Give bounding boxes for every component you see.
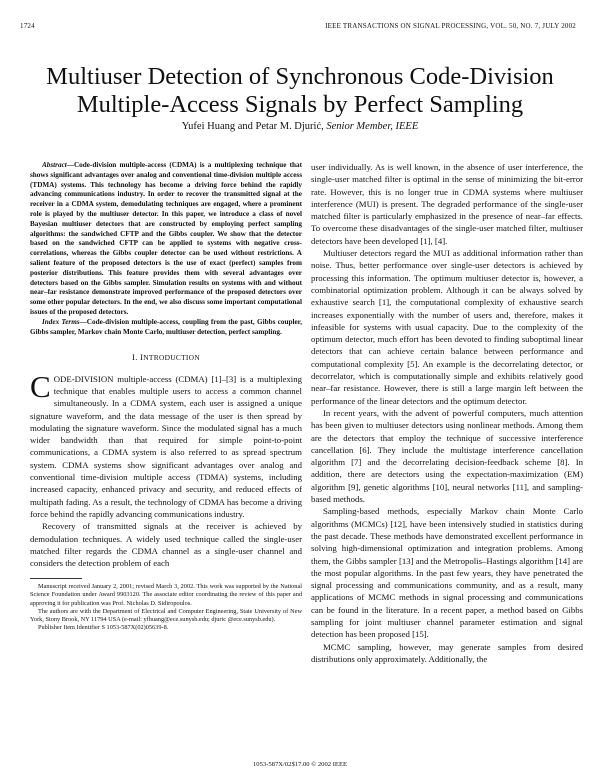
intro-paragraph-2: Recovery of transmitted signals at the receiver is achieved by demodulation techniques. A widely used technique called the single-user matched filter regards the CDMA channel as a single-user channel and considers the detection problem of each (30, 521, 302, 569)
intro-first-word: ODE-DIVISION (53, 373, 114, 384)
section-numeral: I. (132, 352, 138, 363)
running-head: IEEE TRANSACTIONS ON SIGNAL PROCESSING, VOL. 50, NO. 7, JULY 2002 (325, 22, 576, 30)
section-rest: NTRODUCTION (143, 353, 200, 363)
index-terms-label: Index Terms— (42, 317, 87, 326)
page-number: 1724 (20, 22, 35, 30)
abstract (30, 161, 302, 318)
body-paragraph-nonlinear: In recent years, with the advent of powerful computers, much attention has been given to multiuser detectors using nonlinear methods. Among them are the detectors that employ the technique of successive interference cancellation [6]. They include the multistage interference cancellation algorithm [7] and the decorrelating decision-feedback scheme [8]. In addition, there are detectors using the expectation-maximization (EM) algorithm [9], genetic algorithms [10], neural networks [11], and sampling-based methods. (311, 407, 583, 505)
left-column (30, 161, 302, 632)
abstract-label: Abstract— (42, 161, 74, 169)
footnotes (30, 583, 302, 632)
footnote-affiliation: The authors are with the Department of Electrical and Computer Engineering, State University of New York, Stony Brook, NY 11794 USA (e-mail: yfhuang@ece.sunysb.edu; djuric @ece.sunysb.edu). (30, 607, 302, 623)
intro-paragraph-1 (30, 368, 302, 521)
copyright-footer: 1053-587X/02$17.00 © 2002 IEEE (252, 761, 348, 768)
title-line-2: Multiple-Access Signals by Perfect Sampling (76, 91, 524, 118)
right-column (311, 161, 583, 665)
body-paragraph-continuation: user individually. As is well known, in the absence of user interference, the single-user matched filter is optimal in the sense of minimizing the bit-error rate. However, this is no longer true in CDMA systems where multiuser interference (MUI) is present. The degraded performance of the single-user matched filter is particularly emphasized in the presence of near–far effects. To overcome these disadvantages of the single-user matched filter, multiuser detectors have been developed [1], [4]. (311, 162, 583, 246)
index-terms-text: Code-division multiple-access, coupling from the past, Gibbs coupler, Gibbs sampler, Markov chain Monte Carlo, multiuser detection, perfect sampling. (30, 317, 302, 336)
footnote-rule (30, 578, 82, 579)
index-terms (30, 318, 302, 338)
paper-title (0, 63, 600, 119)
author-membership: Senior Member, IEEE (326, 121, 419, 132)
body-paragraph-mui: Multiuser detectors regard the MUI as additional information rather than noise. Thus, better performance over single-user detectors is achieved by processing this information. The optimum multiuser detector is, however, a combinatorial optimization problem. Although it can be always solved by exhaustive search [1], the computational complexity of exhaustive search increases exponentially with the number of users and, therefore, makes it infeasible for systems with usual capacity. Due to the complexity of the optimum detector, much effort has been devoted to finding suboptimal linear detectors that can achieve certain balance between performance and computational complexity [5]. An example is the decorrelating detector, or decorrelator, which is computationally simple and exhibits relatively good near–far resistance. However, there is still a large margin left between the performance of the linear detectors and the optimum detector. (311, 248, 583, 406)
body-paragraph-mcmc: MCMC sampling, however, may generate samples from desired distributions only approximately. Additionally, the (311, 641, 583, 664)
intro-p1-text: multiple-access (CDMA) [1]–[3] is a multiplexing technique that enables multiple users to access a common channel simultaneously. In a CDMA system, each user is assigned a unique signature waveform, and the data message of the user is then spread by modulating the signature waveform. Since the modulated signal has a much wider bandwidth than that required for simple point-to-point communications, a CDMA system is also referred to as spread spectrum system. CDMA systems show significant advantages over analog and conventional time-division multiple access (TDMA) systems, including increased capacity, enhanced privacy and security, and reduced effects of multipath fading. As a result, the technology of CDMA has become a driving force behind the rapidly advancing communications industry. (30, 373, 302, 519)
author-line (0, 121, 600, 132)
footnote-publisher-id: Publisher Item Identifier S 1053-587X(02)05639-8. (38, 623, 169, 631)
body-paragraph-sampling: Sampling-based methods, especially Markov chain Monte Carlo algorithms (MCMCs) [12], have been intensively studied in statistics during the past decade. These methods have demonstrated excellent performance in solving high-dimensional optimization and integration problems. Among them, the Gibbs sampler [13] and the Metropolis–Hastings algorithm [14] are the most popular algorithms. In the past few years, they have penetrated the signal processing and communications community, and as a result, many applications of MCMC methods in signal processing and communications can be found in the literature. In a recent paper, a method based on Gibbs sampling for joint multiuser channel parameter estimation and signal detection has been proposed [15]. (311, 506, 583, 640)
section-first-letter: I (140, 352, 144, 363)
title-line-1: Multiuser Detection of Synchronous Code-Division (46, 63, 554, 90)
drop-cap: C (30, 368, 51, 404)
author-names: Yufei Huang and Petar M. Djurić, (181, 121, 324, 132)
abstract-text: Code-division multiple-access (CDMA) is a multiplexing technique that shows significant advantages over analog and conventional time-division multiple access (TDMA) systems. This technology has become a driving force behind the rapidly advancing communications industry. In order to recover the transmitted signal at the receiver in a CDMA system, demodulating techniques are engaged, where a prominent role is played by the multiuser detector. In this paper, we introduce a class of novel Bayesian multiuser detectors that are constructed by employing perfect sampling algorithms: the sandwiched CFTP and the Gibbs coupler. We show that the detector based on the sandwiched CFTP can be applied to systems with negative cross-correlations, whereas the Gibbs coupler detector can be used without restrictions. A salient feature of the proposed detectors is the use of exact (perfect) samples from posterior distributions. This feature provides them with several advantages over detectors based on the Gibbs sampler. Simulation results on systems with and without near–far resistance demonstrate improved performance of the proposed detectors over some other popular detectors. In the end, we also discuss some important computational issues of the proposed detectors. (30, 161, 302, 316)
footnote-manuscript: Manuscript received January 2, 2001; revised March 3, 2002. This work was supported by the National Science Foundation under Award 9903120. The associate editor coordinating the review of this paper and approving it for publication was Prof. Nicholas D. Sidiropoulos. (30, 583, 302, 607)
section-heading (30, 351, 302, 364)
